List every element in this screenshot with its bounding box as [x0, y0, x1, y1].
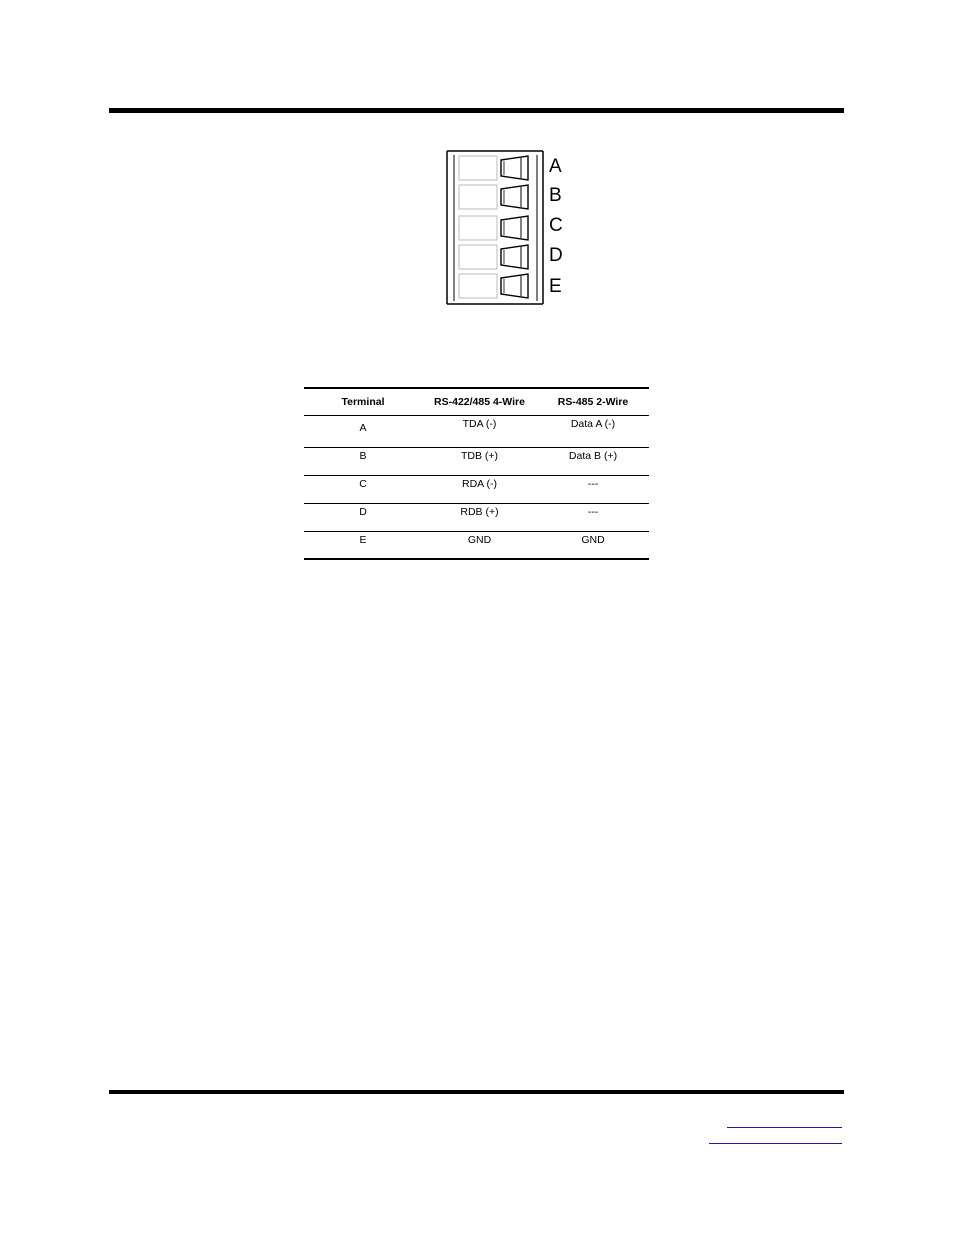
cell-2-wire: Data B (+)	[537, 448, 649, 476]
table-row	[304, 448, 649, 476]
cell-terminal: B	[304, 448, 422, 476]
table-row	[304, 532, 649, 560]
footer-link-underline[interactable]	[727, 1127, 842, 1128]
pinout-table	[304, 387, 649, 560]
cell-2-wire: Data A (-)	[537, 416, 649, 448]
column-header-2-wire: RS-485 2-Wire	[537, 388, 649, 416]
cell-2-wire: GND	[581, 534, 605, 546]
terminal-label-c: C	[549, 215, 563, 236]
terminal-slot-b	[459, 185, 528, 209]
cell-2-wire: ---	[537, 476, 649, 504]
cell-terminal: E	[359, 534, 367, 546]
cell-2-wire: ---	[537, 504, 649, 532]
table-row	[304, 416, 649, 448]
table-row	[304, 476, 649, 504]
terminal-slot-d	[459, 245, 528, 269]
footer-rule	[109, 1090, 844, 1094]
terminal-slot-e	[459, 274, 528, 298]
terminal-slot-a	[459, 156, 528, 180]
cell-4-wire: RDB (+)	[422, 504, 537, 532]
terminal-label-a: A	[549, 156, 562, 177]
cell-4-wire: RDA (-)	[422, 476, 537, 504]
cell-terminal: D	[304, 504, 422, 532]
footer-link-underline[interactable]	[709, 1143, 842, 1144]
column-header-4-wire: RS-422/485 4-Wire	[422, 388, 537, 416]
cell-terminal: C	[304, 476, 422, 504]
terminal-label-e: E	[549, 276, 562, 297]
table-header-row	[304, 388, 649, 416]
header-rule	[109, 108, 844, 113]
cell-4-wire: GND	[467, 534, 492, 546]
cell-4-wire: TDB (+)	[422, 448, 537, 476]
terminal-label-b: B	[549, 185, 562, 206]
cell-terminal: A	[304, 416, 422, 448]
cell-4-wire: TDA (-)	[422, 416, 537, 448]
terminal-label-d: D	[549, 245, 563, 266]
table-row	[304, 504, 649, 532]
column-header-terminal: Terminal	[304, 388, 422, 416]
terminal-slot-c	[459, 216, 528, 240]
